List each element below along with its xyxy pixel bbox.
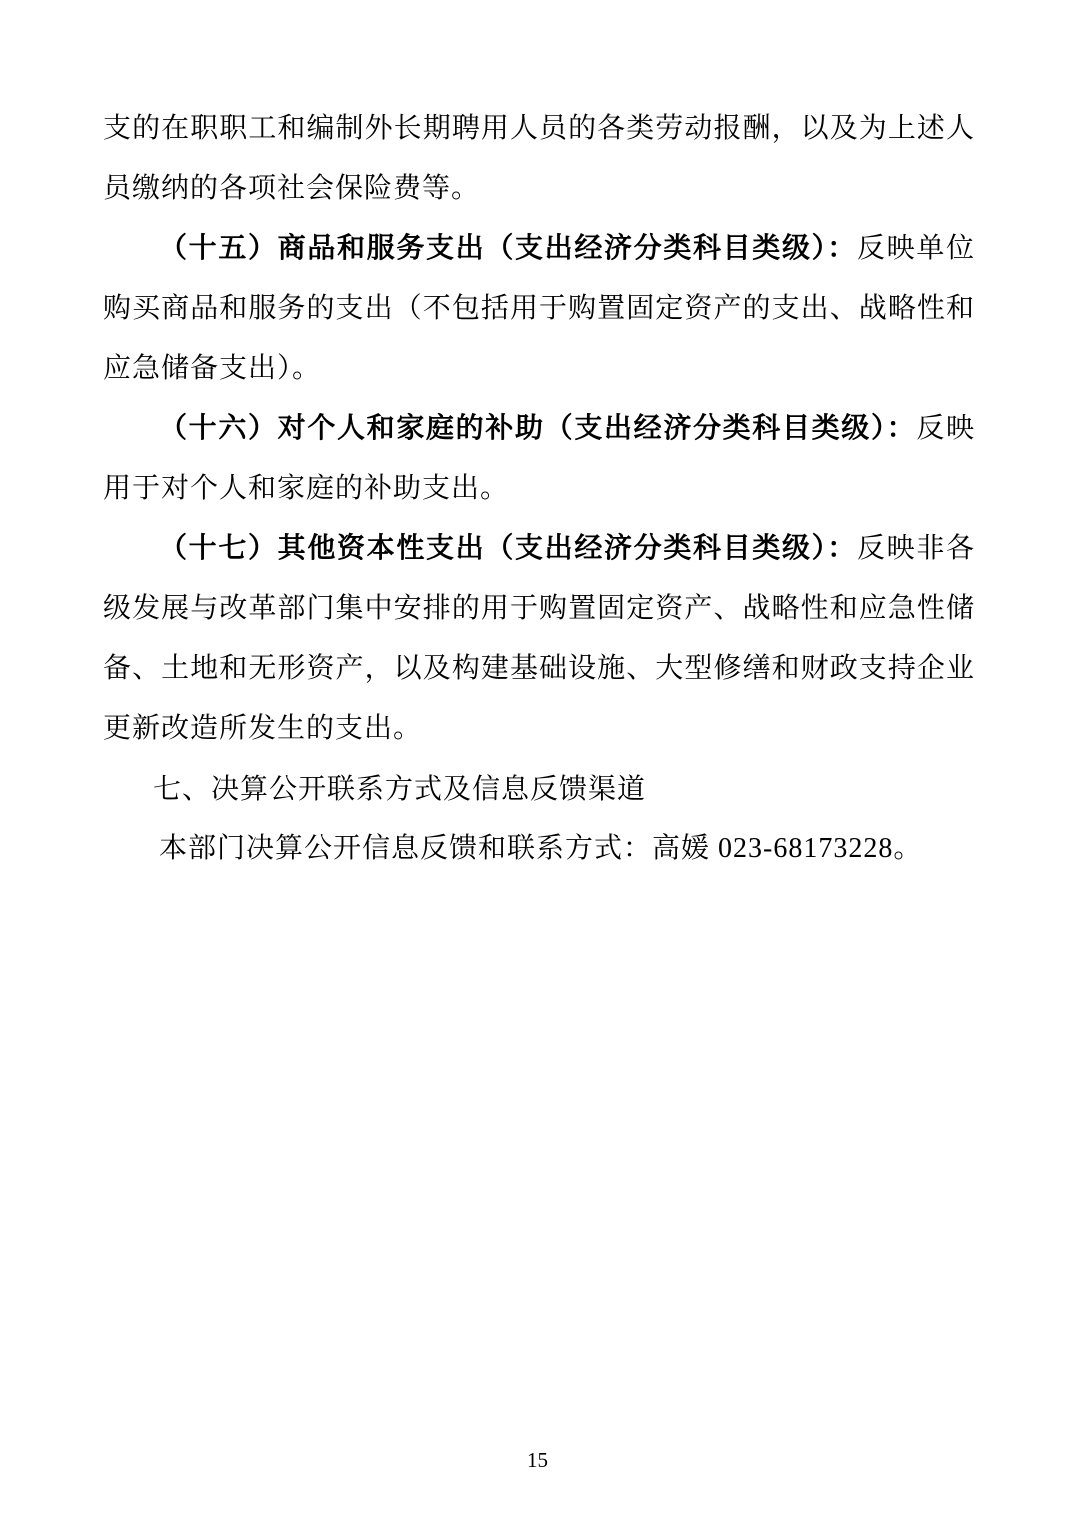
paragraph-salary-continuation xyxy=(103,99,975,219)
page-number: 15 xyxy=(527,1448,548,1472)
paragraph-text: 支的在职职工和编制外长期聘用人员的各类劳动报酬，以及为上述人员缴纳的各项社会保险费等。 xyxy=(103,113,975,204)
paragraph-text: 反映单位购买商品和服务的支出（不包括用于购置固定资产的支出、战略性和应急储备支出）。 xyxy=(103,233,975,384)
paragraph-item-17-other-capital-expenditure xyxy=(103,519,975,759)
contact-text: 本部门决算公开信息反馈和联系方式：高媛 023-68173228。 xyxy=(159,833,923,864)
paragraph-text: 反映用于对个人和家庭的补助支出。 xyxy=(103,413,975,504)
page-footer xyxy=(0,1450,1075,1472)
paragraph-item-16-individual-family-subsidy xyxy=(103,399,975,519)
paragraph-lead-bold: （十七）其他资本性支出（支出经济分类科目类级）： xyxy=(159,533,857,564)
paragraph-lead-bold: （十六）对个人和家庭的补助（支出经济分类科目类级）： xyxy=(159,413,917,444)
page-content xyxy=(103,99,975,879)
paragraph-text: 反映非各级发展与改革部门集中安排的用于购置固定资产、战略性和应急性储备、土地和无形资产，以及构建基础设施、大型修缮和财政支持企业更新改造所发生的支出。 xyxy=(103,533,975,744)
section-7-heading xyxy=(103,759,975,819)
paragraph-contact-info xyxy=(103,819,975,879)
section-heading-text: 七、决算公开联系方式及信息反馈渠道 xyxy=(153,773,647,804)
paragraph-item-15-goods-and-services xyxy=(103,219,975,399)
paragraph-lead-bold: （十五）商品和服务支出（支出经济分类科目类级）： xyxy=(159,233,857,264)
